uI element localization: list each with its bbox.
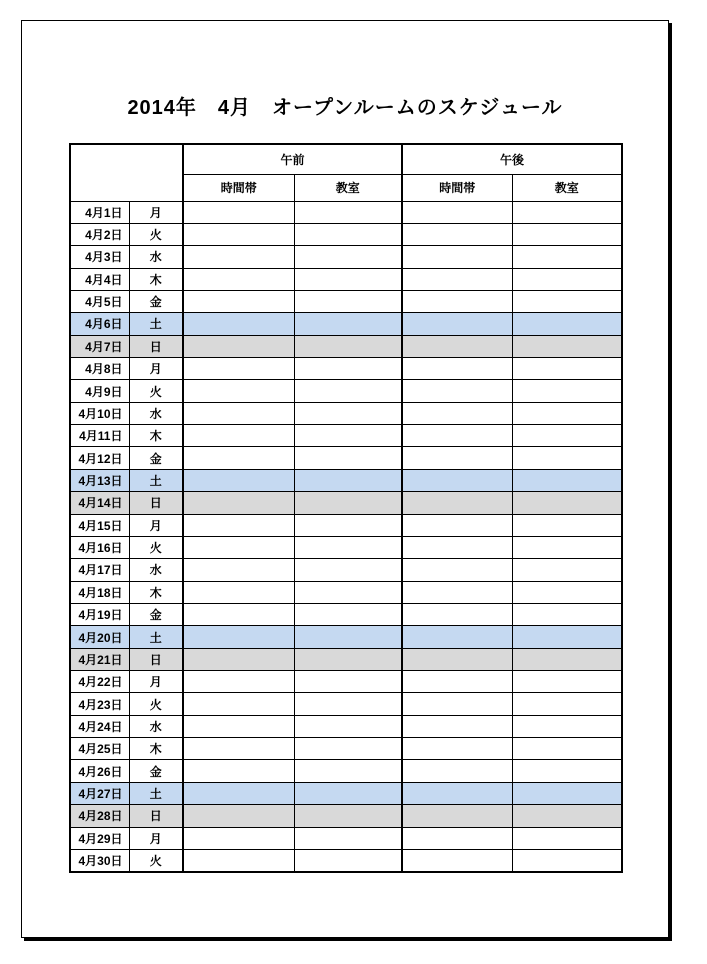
date-cell: 4月15日	[70, 514, 129, 536]
am-time-cell	[183, 313, 294, 335]
pm-time-cell	[402, 805, 512, 827]
am-time-cell	[183, 246, 294, 268]
table-row	[70, 536, 622, 558]
am-room-cell	[294, 693, 402, 715]
pm-time-cell	[402, 782, 512, 804]
table-row	[70, 313, 622, 335]
pm-time-cell	[402, 201, 512, 223]
pm-room-cell	[512, 559, 622, 581]
table-row	[70, 671, 622, 693]
am-time-cell	[183, 514, 294, 536]
pm-time-cell	[402, 268, 512, 290]
date-cell: 4月3日	[70, 246, 129, 268]
weekday-cell: 日	[129, 492, 183, 514]
date-cell: 4月9日	[70, 380, 129, 402]
weekday-cell: 木	[129, 581, 183, 603]
weekday-cell: 水	[129, 246, 183, 268]
table-row	[70, 760, 622, 782]
am-room-cell	[294, 268, 402, 290]
pm-room-cell	[512, 290, 622, 312]
weekday-cell: 水	[129, 402, 183, 424]
weekday-cell: 火	[129, 536, 183, 558]
pm-time-cell	[402, 514, 512, 536]
weekday-cell: 木	[129, 268, 183, 290]
weekday-cell: 日	[129, 335, 183, 357]
schedule-table-header	[70, 144, 622, 201]
am-time-cell	[183, 492, 294, 514]
pm-room-cell	[512, 738, 622, 760]
am-room-cell	[294, 603, 402, 625]
weekday-cell: 月	[129, 201, 183, 223]
pm-room-cell	[512, 536, 622, 558]
am-time-cell	[183, 469, 294, 491]
table-row	[70, 223, 622, 245]
pm-room-cell	[512, 626, 622, 648]
am-room-cell	[294, 536, 402, 558]
pm-room-cell	[512, 492, 622, 514]
pm-room-cell	[512, 447, 622, 469]
date-cell: 4月10日	[70, 402, 129, 424]
am-time-cell	[183, 290, 294, 312]
am-time-cell	[183, 738, 294, 760]
date-cell: 4月16日	[70, 536, 129, 558]
pm-time-cell	[402, 738, 512, 760]
pm-room-cell	[512, 425, 622, 447]
date-cell: 4月29日	[70, 827, 129, 849]
am-room-cell	[294, 648, 402, 670]
date-cell: 4月27日	[70, 782, 129, 804]
weekday-cell: 水	[129, 715, 183, 737]
am-time-cell	[183, 581, 294, 603]
pm-time-cell	[402, 358, 512, 380]
weekday-cell: 日	[129, 648, 183, 670]
date-cell: 4月30日	[70, 849, 129, 871]
pm-room-cell	[512, 648, 622, 670]
am-time-cell	[183, 380, 294, 402]
am-time-cell	[183, 827, 294, 849]
date-cell: 4月14日	[70, 492, 129, 514]
weekday-cell: 金	[129, 447, 183, 469]
date-cell: 4月21日	[70, 648, 129, 670]
pm-room-cell	[512, 715, 622, 737]
weekday-cell: 金	[129, 760, 183, 782]
weekday-cell: 日	[129, 805, 183, 827]
am-room-cell	[294, 760, 402, 782]
date-cell: 4月4日	[70, 268, 129, 290]
weekday-cell: 月	[129, 827, 183, 849]
date-cell: 4月17日	[70, 559, 129, 581]
table-row	[70, 626, 622, 648]
am-time-cell	[183, 402, 294, 424]
pm-time-cell	[402, 760, 512, 782]
am-room-cell	[294, 447, 402, 469]
date-cell: 4月23日	[70, 693, 129, 715]
pm-time-cell	[402, 648, 512, 670]
table-row	[70, 469, 622, 491]
date-cell: 4月18日	[70, 581, 129, 603]
am-time-cell	[183, 447, 294, 469]
weekday-cell: 土	[129, 313, 183, 335]
pm-room-cell	[512, 313, 622, 335]
pm-time-cell	[402, 402, 512, 424]
weekday-cell: 水	[129, 559, 183, 581]
pm-time-cell	[402, 380, 512, 402]
pm-room-cell	[512, 223, 622, 245]
am-time-cell	[183, 358, 294, 380]
am-room-cell	[294, 559, 402, 581]
am-room-cell	[294, 514, 402, 536]
pm-time-cell	[402, 290, 512, 312]
am-room-cell	[294, 335, 402, 357]
pm-room-cell	[512, 246, 622, 268]
am-time-cell	[183, 782, 294, 804]
am-time-cell	[183, 425, 294, 447]
header-row-period	[70, 144, 622, 174]
am-room-cell	[294, 715, 402, 737]
am-time-cell	[183, 559, 294, 581]
weekday-cell: 火	[129, 693, 183, 715]
pm-time-cell	[402, 693, 512, 715]
pm-time-cell	[402, 335, 512, 357]
weekday-cell: 金	[129, 290, 183, 312]
pm-room-cell	[512, 380, 622, 402]
pm-room-header: 教室	[512, 174, 622, 201]
am-room-cell	[294, 358, 402, 380]
am-room-cell	[294, 581, 402, 603]
am-time-cell	[183, 715, 294, 737]
am-room-cell	[294, 290, 402, 312]
am-room-cell	[294, 626, 402, 648]
pm-room-cell	[512, 358, 622, 380]
table-row	[70, 447, 622, 469]
pm-room-cell	[512, 760, 622, 782]
pm-room-cell	[512, 805, 622, 827]
table-row	[70, 514, 622, 536]
pm-time-cell	[402, 425, 512, 447]
am-room-cell	[294, 782, 402, 804]
table-row	[70, 827, 622, 849]
weekday-cell: 月	[129, 514, 183, 536]
pm-time-cell	[402, 626, 512, 648]
pm-room-cell	[512, 782, 622, 804]
pm-room-cell	[512, 402, 622, 424]
table-row	[70, 805, 622, 827]
pm-room-cell	[512, 827, 622, 849]
pm-time-cell	[402, 313, 512, 335]
am-room-cell	[294, 201, 402, 223]
table-row	[70, 268, 622, 290]
am-room-header: 教室	[294, 174, 402, 201]
weekday-cell: 木	[129, 425, 183, 447]
weekday-cell: 木	[129, 738, 183, 760]
pm-time-cell	[402, 246, 512, 268]
pm-time-cell	[402, 715, 512, 737]
pm-time-cell	[402, 559, 512, 581]
date-cell: 4月24日	[70, 715, 129, 737]
date-cell: 4月20日	[70, 626, 129, 648]
am-time-cell	[183, 603, 294, 625]
weekday-cell: 土	[129, 626, 183, 648]
date-cell: 4月11日	[70, 425, 129, 447]
table-row	[70, 603, 622, 625]
pm-room-cell	[512, 268, 622, 290]
am-room-cell	[294, 827, 402, 849]
date-cell: 4月22日	[70, 671, 129, 693]
date-cell: 4月8日	[70, 358, 129, 380]
pm-room-cell	[512, 469, 622, 491]
weekday-cell: 金	[129, 603, 183, 625]
pm-time-cell	[402, 603, 512, 625]
table-row	[70, 290, 622, 312]
am-time-cell	[183, 536, 294, 558]
am-time-cell	[183, 648, 294, 670]
table-row	[70, 581, 622, 603]
date-cell: 4月12日	[70, 447, 129, 469]
am-time-cell	[183, 693, 294, 715]
am-time-cell	[183, 335, 294, 357]
am-time-cell	[183, 671, 294, 693]
date-cell: 4月5日	[70, 290, 129, 312]
am-time-cell	[183, 223, 294, 245]
date-cell: 4月1日	[70, 201, 129, 223]
pm-room-cell	[512, 335, 622, 357]
am-room-cell	[294, 849, 402, 871]
table-row	[70, 738, 622, 760]
pm-room-cell	[512, 671, 622, 693]
table-row	[70, 425, 622, 447]
table-row	[70, 559, 622, 581]
pm-room-cell	[512, 201, 622, 223]
am-room-cell	[294, 469, 402, 491]
pm-room-cell	[512, 693, 622, 715]
weekday-cell: 土	[129, 782, 183, 804]
table-row	[70, 849, 622, 871]
weekday-cell: 土	[129, 469, 183, 491]
am-time-cell	[183, 760, 294, 782]
weekday-cell: 火	[129, 849, 183, 871]
date-cell: 4月2日	[70, 223, 129, 245]
am-time-header: 時間帯	[183, 174, 294, 201]
date-cell: 4月25日	[70, 738, 129, 760]
pm-room-cell	[512, 603, 622, 625]
am-room-cell	[294, 738, 402, 760]
am-room-cell	[294, 805, 402, 827]
am-time-cell	[183, 268, 294, 290]
pm-time-cell	[402, 492, 512, 514]
schedule-table-body	[70, 201, 622, 872]
weekday-cell: 火	[129, 223, 183, 245]
table-row	[70, 380, 622, 402]
am-header: 午前	[183, 144, 402, 174]
am-room-cell	[294, 223, 402, 245]
corner-cell	[70, 144, 183, 201]
pm-time-cell	[402, 469, 512, 491]
table-row	[70, 358, 622, 380]
table-row	[70, 648, 622, 670]
pm-time-cell	[402, 447, 512, 469]
pm-time-cell	[402, 849, 512, 871]
am-room-cell	[294, 313, 402, 335]
table-row	[70, 201, 622, 223]
date-cell: 4月7日	[70, 335, 129, 357]
table-row	[70, 402, 622, 424]
pm-room-cell	[512, 849, 622, 871]
pm-time-cell	[402, 581, 512, 603]
weekday-cell: 月	[129, 671, 183, 693]
document-page	[21, 20, 669, 938]
date-cell: 4月28日	[70, 805, 129, 827]
table-row	[70, 335, 622, 357]
am-time-cell	[183, 849, 294, 871]
am-room-cell	[294, 402, 402, 424]
weekday-cell: 火	[129, 380, 183, 402]
pm-time-cell	[402, 536, 512, 558]
pm-time-header: 時間帯	[402, 174, 512, 201]
date-cell: 4月19日	[70, 603, 129, 625]
table-row	[70, 715, 622, 737]
date-cell: 4月6日	[70, 313, 129, 335]
date-cell: 4月26日	[70, 760, 129, 782]
am-room-cell	[294, 246, 402, 268]
pm-time-cell	[402, 827, 512, 849]
pm-room-cell	[512, 581, 622, 603]
table-row	[70, 492, 622, 514]
pm-header: 午後	[402, 144, 622, 174]
am-time-cell	[183, 626, 294, 648]
table-row	[70, 782, 622, 804]
page-title: 2014年 4月 オープンルームのスケジュール	[127, 97, 563, 119]
weekday-cell: 月	[129, 358, 183, 380]
am-room-cell	[294, 425, 402, 447]
pm-time-cell	[402, 671, 512, 693]
am-room-cell	[294, 380, 402, 402]
pm-room-cell	[512, 514, 622, 536]
am-room-cell	[294, 671, 402, 693]
table-row	[70, 693, 622, 715]
pm-time-cell	[402, 223, 512, 245]
am-time-cell	[183, 805, 294, 827]
schedule-table	[69, 143, 623, 873]
am-room-cell	[294, 492, 402, 514]
am-time-cell	[183, 201, 294, 223]
table-row	[70, 246, 622, 268]
date-cell: 4月13日	[70, 469, 129, 491]
